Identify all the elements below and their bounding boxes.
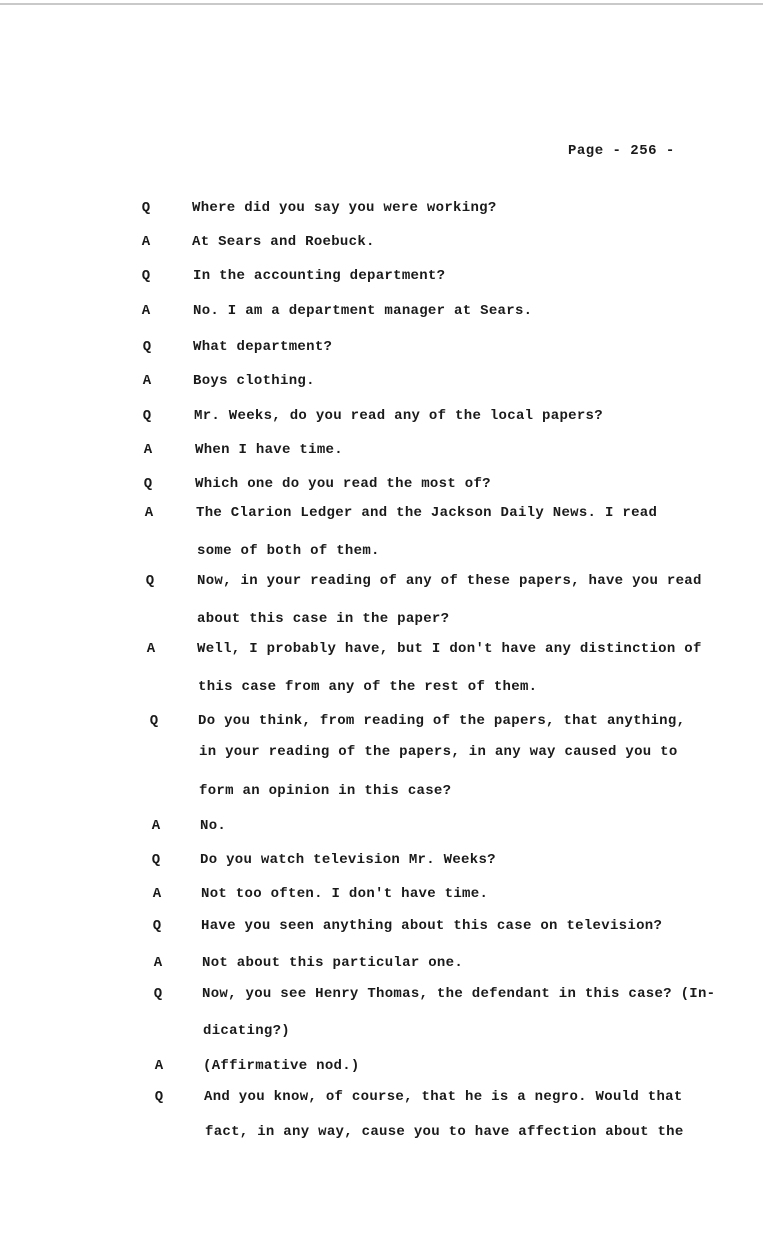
speaker-a: A xyxy=(142,373,152,389)
transcript-text: in your reading of the papers, in any way caused you to xyxy=(199,744,678,760)
transcript-text: about this case in the paper? xyxy=(197,611,450,627)
transcript-line xyxy=(0,476,763,498)
transcript-text: this case from any of the rest of them. xyxy=(198,679,538,695)
speaker-q: Q xyxy=(151,852,161,868)
transcript-text: At Sears and Roebuck. xyxy=(192,234,375,250)
speaker-a: A xyxy=(151,818,161,834)
scan-top-edge xyxy=(0,3,763,5)
transcript-line xyxy=(0,505,763,527)
speaker-q: Q xyxy=(145,573,155,589)
transcript-line xyxy=(0,1124,763,1146)
transcript-text: Now, in your reading of any of these papers, have you read xyxy=(197,573,702,589)
transcript-line xyxy=(0,679,763,701)
transcript-line xyxy=(0,641,763,663)
transcript-text: Do you think, from reading of the papers, that anything, xyxy=(198,713,686,729)
transcript-line xyxy=(0,1089,763,1111)
transcript-line xyxy=(0,303,763,325)
speaker-q: Q xyxy=(152,918,162,934)
transcript-line xyxy=(0,986,763,1008)
speaker-q: Q xyxy=(141,200,151,216)
transcript-line xyxy=(0,611,763,633)
transcript-text: No. I am a department manager at Sears. xyxy=(193,303,533,319)
transcript-line xyxy=(0,442,763,464)
transcript-line xyxy=(0,543,763,565)
transcript-line xyxy=(0,918,763,940)
transcript-text: Not too often. I don't have time. xyxy=(201,886,489,902)
transcript-line xyxy=(0,852,763,874)
speaker-a: A xyxy=(146,641,156,657)
transcript-line xyxy=(0,783,763,805)
transcript-text: The Clarion Ledger and the Jackson Daily News. I read xyxy=(196,505,658,521)
transcript-line xyxy=(0,818,763,840)
transcript-line xyxy=(0,744,763,766)
transcript-line xyxy=(0,573,763,595)
transcript-text: Which one do you read the most of? xyxy=(195,476,491,492)
transcript-line xyxy=(0,234,763,256)
transcript-line xyxy=(0,1058,763,1080)
transcript-line xyxy=(0,373,763,395)
speaker-q: Q xyxy=(143,476,153,492)
speaker-a: A xyxy=(141,234,151,250)
speaker-q: Q xyxy=(154,1089,164,1105)
transcript-line xyxy=(0,268,763,290)
transcript-text: (Affirmative nod.) xyxy=(203,1058,360,1074)
speaker-a: A xyxy=(153,955,163,971)
transcript-text: fact, in any way, cause you to have affection about the xyxy=(205,1124,684,1140)
transcript-line xyxy=(0,713,763,735)
speaker-a: A xyxy=(154,1058,164,1074)
transcript-text: Boys clothing. xyxy=(193,373,315,389)
transcript-text: What department? xyxy=(193,339,333,355)
transcript-text: Do you watch television Mr. Weeks? xyxy=(200,852,496,868)
transcript-text: When I have time. xyxy=(195,442,343,458)
transcript-text: Well, I probably have, but I don't have any distinction of xyxy=(197,641,702,657)
transcript-text: Mr. Weeks, do you read any of the local papers? xyxy=(194,408,603,424)
transcript-text: Not about this particular one. xyxy=(202,955,464,971)
speaker-a: A xyxy=(143,442,153,458)
transcript-text: some of both of them. xyxy=(197,543,380,559)
transcript-text: form an opinion in this case? xyxy=(199,783,452,799)
speaker-q: Q xyxy=(142,339,152,355)
speaker-q: Q xyxy=(141,268,151,284)
transcript-line xyxy=(0,955,763,977)
transcript-text: Have you seen anything about this case on television? xyxy=(201,918,663,934)
speaker-q: Q xyxy=(153,986,163,1002)
transcript-text: And you know, of course, that he is a negro. Would that xyxy=(204,1089,683,1105)
transcript-line xyxy=(0,886,763,908)
transcript-line xyxy=(0,1023,763,1045)
page-number: Page - 256 - xyxy=(568,143,675,159)
transcript-text: Now, you see Henry Thomas, the defendant in this case? (In- xyxy=(202,986,716,1002)
speaker-a: A xyxy=(152,886,162,902)
transcript-text: In the accounting department? xyxy=(193,268,446,284)
speaker-q: Q xyxy=(149,713,159,729)
transcript-line xyxy=(0,339,763,361)
transcript-text: No. xyxy=(200,818,227,834)
transcript-line xyxy=(0,408,763,430)
speaker-a: A xyxy=(144,505,154,521)
speaker-q: Q xyxy=(142,408,152,424)
transcript-line xyxy=(0,200,763,222)
transcript-text: dicating?) xyxy=(203,1023,291,1039)
speaker-a: A xyxy=(141,303,151,319)
transcript-text: Where did you say you were working? xyxy=(192,200,497,216)
